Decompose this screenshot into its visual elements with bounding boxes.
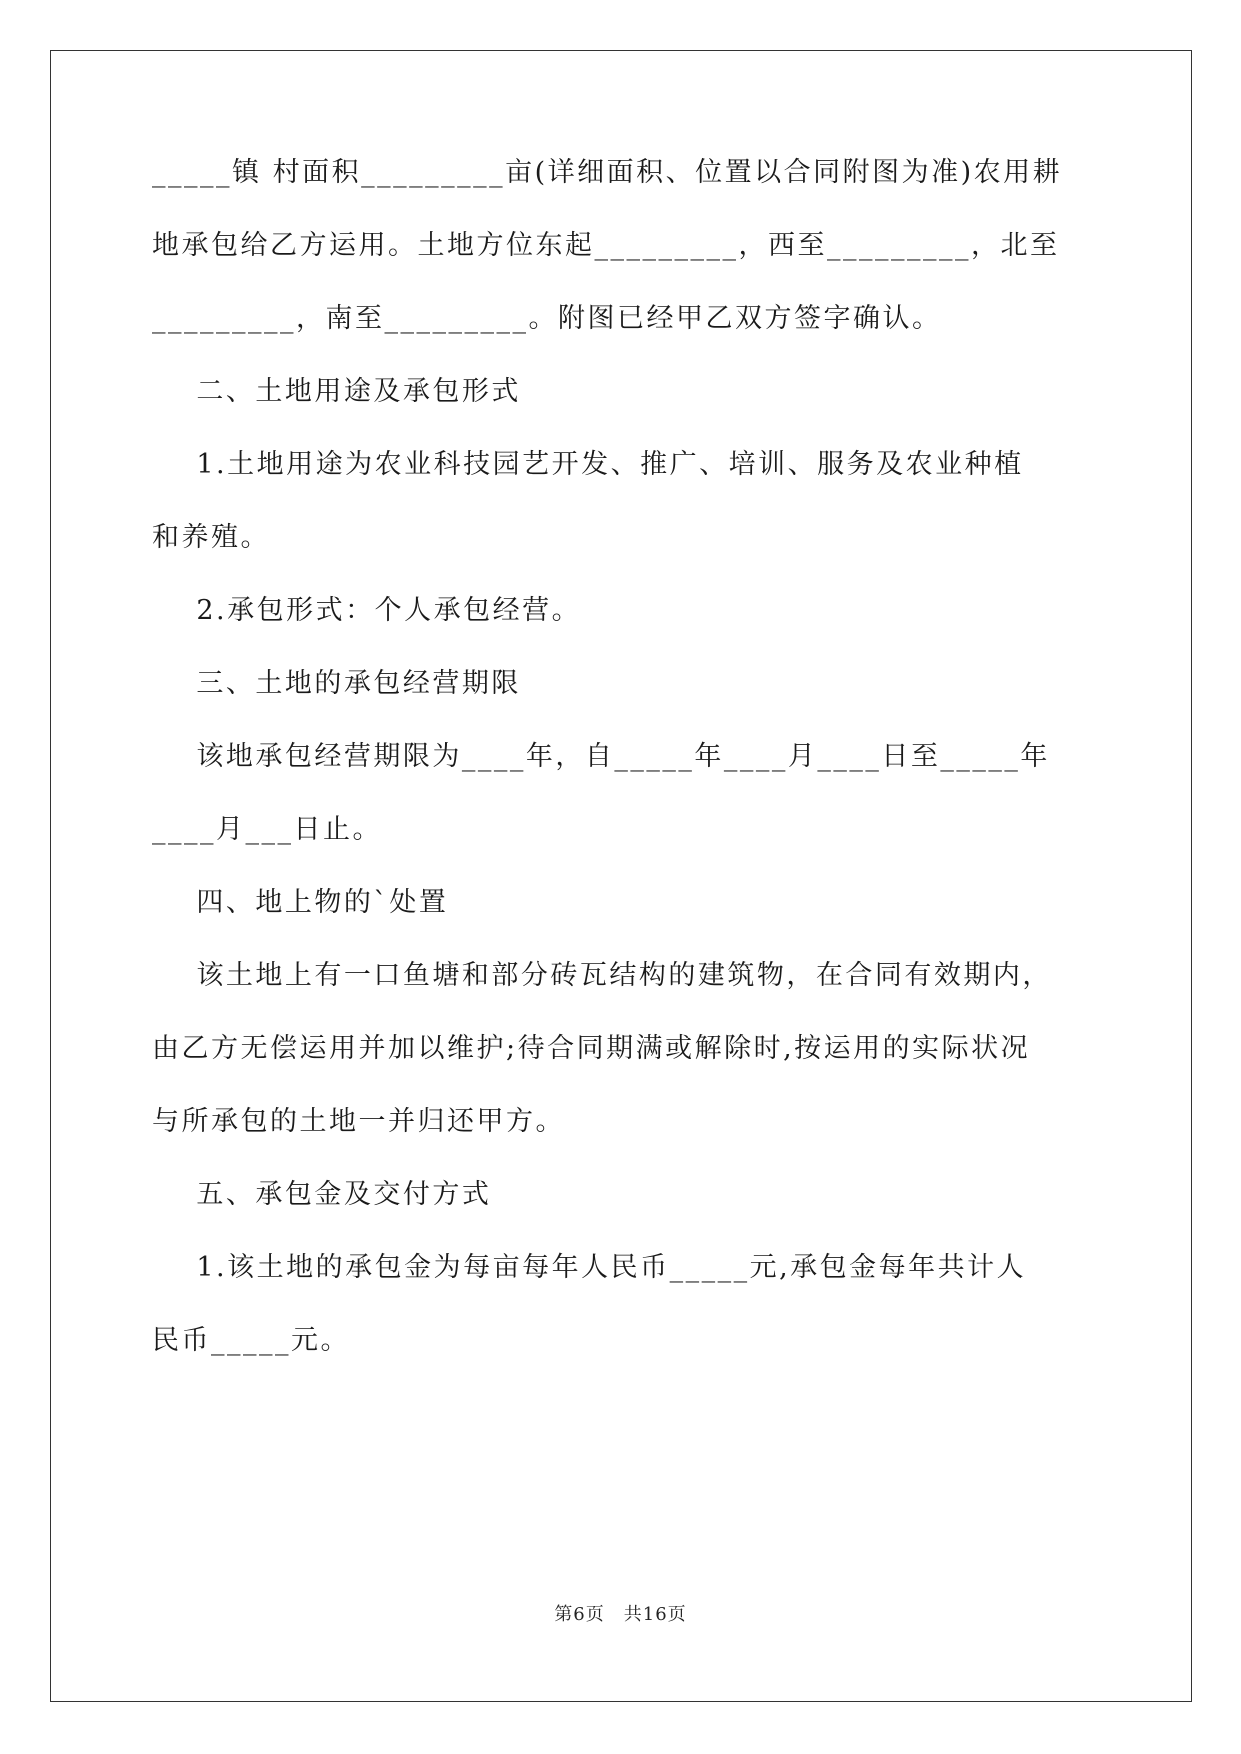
text-line: 和养殖。: [152, 522, 270, 553]
text-line: 地承包给乙方运用。土地方位东起_________，西至_________，北至: [152, 230, 1060, 261]
section-heading: 二、土地用途及承包形式: [152, 376, 521, 407]
section-heading: 五、承包金及交付方式: [152, 1179, 492, 1210]
text-line: 该地承包经营期限为____年，自_____年____月____日至_____年: [152, 741, 1050, 772]
text-line: _____镇 村面积_________亩(详细面积、位置以合同附图为准)农用耕: [152, 157, 1063, 188]
text-line: 由乙方无偿运用并加以维护;待合同期满或解除时,按运用的实际状况: [152, 1033, 1031, 1064]
text-line: 民币_____元。: [152, 1325, 350, 1356]
text-line: 2.承包形式：个人承包经营。: [152, 595, 582, 626]
text-line: 与所承包的土地一并归还甲方。: [152, 1106, 565, 1137]
page-number: 第6页 共16页: [554, 1604, 687, 1625]
text-line: _________，南至_________。附图已经甲乙双方签字确认。: [152, 303, 942, 334]
text-line: 1.该土地的承包金为每亩每年人民币_____元,承包金每年共计人: [152, 1252, 1027, 1283]
text-line: 该土地上有一口鱼塘和部分砖瓦结构的建筑物，在合同有效期内，: [152, 960, 1052, 991]
text-line: 1.土地用途为农业科技园艺开发、推广、培训、服务及农业种植: [152, 449, 1024, 480]
section-heading: 四、地上物的`处置: [152, 887, 449, 918]
page-border: [50, 50, 1192, 1702]
section-heading: 三、土地的承包经营期限: [152, 668, 521, 699]
text-line: ____月___日止。: [152, 814, 382, 845]
